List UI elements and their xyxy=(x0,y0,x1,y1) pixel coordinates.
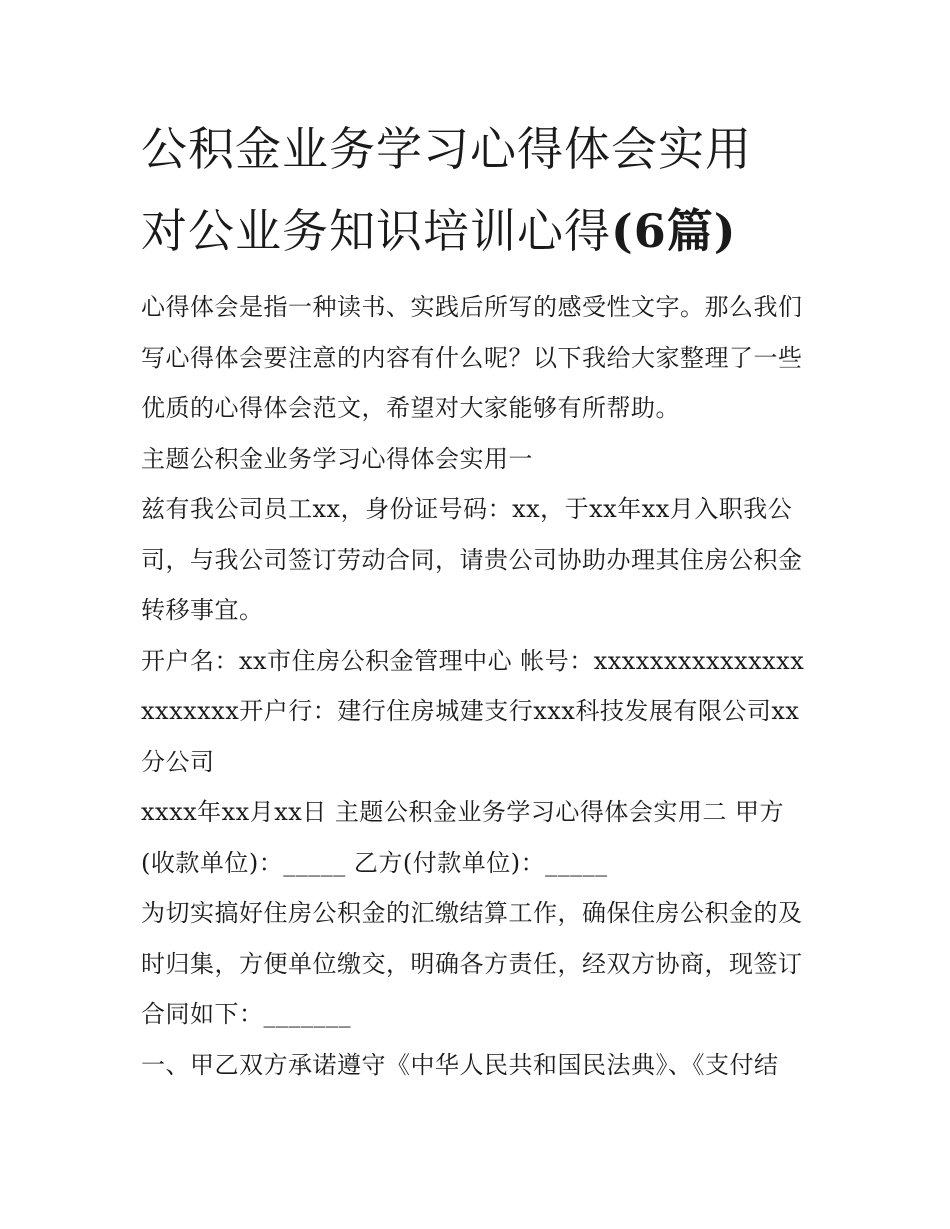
intro-paragraph: 心得体会是指一种读书、实践后所写的感受性文字。那么我们写心得体会要注意的内容有什么呢？以下我给大家整理了一些优质的心得体会范文，希望对大家能够有所帮助。 xyxy=(141,293,803,422)
contract-purpose-paragraph: 为切实搞好住房公积金的汇缴结算工作，确保住房公积金的及时归集，方便单位缴交，明确各方责任，经双方协商，现签订合同如下：_______ xyxy=(141,899,803,1028)
title-line-1: 公积金业务学习心得体会实用 xyxy=(141,122,752,176)
clause-one-paragraph: 一、甲乙双方承诺遵守《中华人民共和国民法典》、《支付结 xyxy=(141,1050,779,1079)
document-page xyxy=(141,108,813,1090)
title-line-2: 对公业务知识培训心得(6篇) xyxy=(141,204,737,258)
document-title xyxy=(141,108,813,272)
date-and-parties-paragraph: xxxx年xx月xx日 主题公积金业务学习心得体会实用二 甲方(收款单位)：_____ 乙方(付款单位)：_____ xyxy=(141,798,785,877)
employee-transfer-paragraph: 兹有我公司员工xx，身份证号码：xx，于xx年xx月入职我公司，与我公司签订劳动合同，请贵公司协助办理其住房公积金转移事宜。 xyxy=(141,495,803,624)
section-heading-1: 主题公积金业务学习心得体会实用一 xyxy=(141,444,533,473)
account-info-paragraph: 开户名：xx市住房公积金管理中心 帐号：xxxxxxxxxxxxxxxxxxxxxx开户行：建行住房城建支行xxx科技发展有限公司xx分公司 xyxy=(141,646,805,776)
